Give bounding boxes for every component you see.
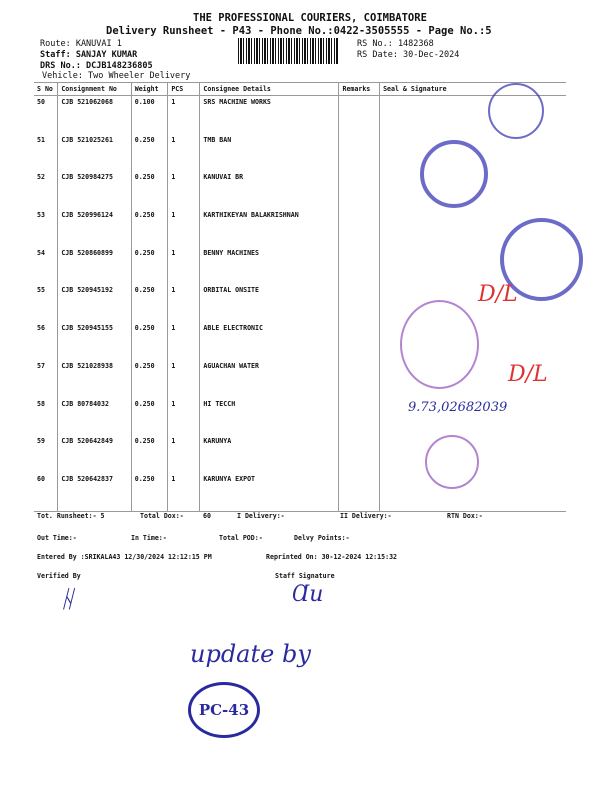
- table-row: [34, 360, 566, 398]
- table-row: [34, 435, 566, 473]
- weight-cell: 0.250: [131, 398, 168, 436]
- weight-cell: 0.250: [131, 247, 168, 285]
- s-no-cell: 60: [34, 473, 58, 511]
- pcs-cell: 1: [168, 398, 200, 436]
- consignee-cell: HI TECCH: [200, 398, 339, 436]
- table-row: [34, 322, 566, 360]
- rs-number: RS No.: 1482368: [357, 39, 434, 49]
- reprinted-on: Reprinted On: 30-12-2024 12:15:32: [266, 553, 398, 561]
- pcs-cell: 1: [168, 322, 200, 360]
- column-header: PCS: [168, 83, 200, 96]
- consignment-no-cell: CJB 520945192: [58, 284, 131, 322]
- rs-date: RS Date: 30-Dec-2024: [357, 50, 460, 60]
- pc-stamp-text: PC-43: [198, 701, 250, 719]
- total-pod: Total POD:-: [219, 534, 263, 542]
- column-header: Consignee Details: [200, 83, 339, 96]
- column-header: Consignment No: [58, 83, 131, 96]
- staff-signature-label: Staff Signature: [275, 572, 335, 580]
- s-no-cell: 57: [37, 361, 45, 370]
- s-no-cell: 54: [37, 248, 45, 257]
- weight-cell: 0.250: [131, 284, 168, 322]
- pcs-cell: 1: [168, 284, 200, 322]
- consignee-cell: KANUVAI BR: [200, 171, 339, 209]
- consignment-no-cell: CJB 520642837: [58, 473, 131, 511]
- seal-stamp: [425, 435, 479, 489]
- out-time: Out Time:-: [37, 534, 77, 542]
- remarks-cell: [339, 134, 380, 172]
- i-delivery: I Delivery:-: [237, 512, 285, 520]
- consignee-cell: ABLE ELECTRONIC: [200, 322, 339, 360]
- consignee-cell: KARUNYA: [200, 435, 339, 473]
- table-row: [34, 247, 566, 285]
- weight-cell: 0.250: [131, 322, 168, 360]
- total-dox-label: Total Dox:-: [140, 512, 184, 520]
- total-dox-value: 60: [203, 512, 211, 520]
- company-name: THE PROFESSIONAL COURIERS, COIMBATORE: [193, 12, 427, 24]
- s-no-cell: 52: [37, 173, 45, 182]
- seal-stamp: [420, 140, 488, 208]
- pcs-cell: 1: [168, 360, 200, 398]
- pcs-cell: 1: [168, 209, 200, 247]
- s-no-cell: 53: [37, 211, 45, 220]
- barcode: [238, 38, 338, 64]
- staff-signature: Ɑu: [292, 582, 324, 607]
- pc-stamp: [188, 682, 260, 738]
- remarks-cell: [339, 473, 380, 511]
- weight-cell: 0.250: [131, 473, 168, 511]
- pcs-cell: 1: [168, 171, 200, 209]
- staff: Staff: SANJAY KUMAR: [40, 50, 138, 60]
- route: Route: KANUVAI 1: [40, 39, 122, 49]
- s-no-cell: 50: [37, 98, 45, 106]
- remarks-cell: [339, 96, 380, 134]
- consignee-cell: ORBITAL ONSITE: [200, 284, 339, 322]
- remarks-cell: [339, 284, 380, 322]
- consignment-no-cell: CJB 80784032: [58, 398, 131, 436]
- pcs-cell: 1: [168, 96, 200, 134]
- s-no-cell: 59: [37, 437, 45, 446]
- table-row: [34, 209, 566, 247]
- entered-by: Entered By :SRIKALA43 12/30/2024 12:12:15 PM: [37, 553, 212, 561]
- seal-stamp: [400, 300, 479, 389]
- pcs-cell: 1: [168, 134, 200, 172]
- consignment-no-cell: CJB 520860899: [58, 247, 131, 285]
- weight-cell: 0.250: [131, 360, 168, 398]
- handwritten-dl: D/L: [508, 362, 548, 387]
- remarks-cell: [339, 398, 380, 436]
- verifier-signature: ᚺ: [60, 585, 75, 613]
- consignment-no-cell: CJB 520945155: [58, 322, 131, 360]
- weight-cell: 0.100: [131, 96, 168, 134]
- handwritten-phone: 9.73,02682039: [408, 400, 508, 415]
- consignment-no-cell: CJB 520996124: [58, 209, 131, 247]
- remarks-cell: [339, 247, 380, 285]
- drs-number: DRS No.: DCJB148236805: [40, 61, 153, 71]
- s-no-cell: 56: [37, 324, 45, 333]
- consignee-cell: AGUACHAN WATER: [200, 360, 339, 398]
- ii-delivery: II Delivery:-: [340, 512, 392, 520]
- vehicle: Vehicle: Two Wheeler Delivery: [42, 71, 191, 81]
- column-header: S No: [34, 83, 58, 96]
- consignment-no-cell: CJB 520642849: [58, 435, 131, 473]
- column-header: Remarks: [339, 83, 380, 96]
- s-no-cell: 51: [37, 135, 45, 144]
- consignee-cell: KARUNYA EXPOT: [200, 473, 339, 511]
- seal-stamp: [488, 83, 544, 139]
- table-row: [34, 96, 566, 134]
- pcs-cell: 1: [168, 435, 200, 473]
- pcs-cell: 1: [168, 247, 200, 285]
- weight-cell: 0.250: [131, 435, 168, 473]
- remarks-cell: [339, 360, 380, 398]
- remarks-cell: [339, 171, 380, 209]
- consignee-cell: BENNY MACHINES: [200, 247, 339, 285]
- weight-cell: 0.250: [131, 134, 168, 172]
- delvy-points: Delvy Points:-: [294, 534, 350, 542]
- remarks-cell: [339, 322, 380, 360]
- consignee-cell: SRS MACHINE WORKS: [200, 96, 339, 134]
- consignee-cell: KARTHIKEYAN BALAKRISHNAN: [200, 209, 339, 247]
- consignment-no-cell: CJB 520984275: [58, 171, 131, 209]
- s-no-cell: 58: [37, 399, 45, 408]
- in-time: In Time:-: [131, 534, 167, 542]
- tot-runsheet: Tot. Runsheet:- 5: [37, 512, 105, 520]
- table-row: [34, 473, 566, 511]
- remarks-cell: [339, 209, 380, 247]
- weight-cell: 0.250: [131, 209, 168, 247]
- handwritten-dl: D/L: [478, 282, 518, 307]
- rtn-dox: RTN Dox:-: [447, 512, 483, 520]
- column-header: Weight: [131, 83, 168, 96]
- pcs-cell: 1: [168, 473, 200, 511]
- consignment-no-cell: CJB 521062068: [58, 96, 131, 134]
- remarks-cell: [339, 435, 380, 473]
- consignment-no-cell: CJB 521028938: [58, 360, 131, 398]
- consignment-no-cell: CJB 521025261: [58, 134, 131, 172]
- column-header: Seal & Signature: [380, 83, 566, 96]
- s-no-cell: 55: [37, 286, 45, 295]
- verified-by: Verified By: [37, 572, 81, 580]
- consignee-cell: TMB BAN: [200, 134, 339, 172]
- handwritten-update: update by: [190, 640, 311, 668]
- runsheet-title: Delivery Runsheet - P43 - Phone No.:0422-3505555 - Page No.:5: [106, 25, 492, 37]
- weight-cell: 0.250: [131, 171, 168, 209]
